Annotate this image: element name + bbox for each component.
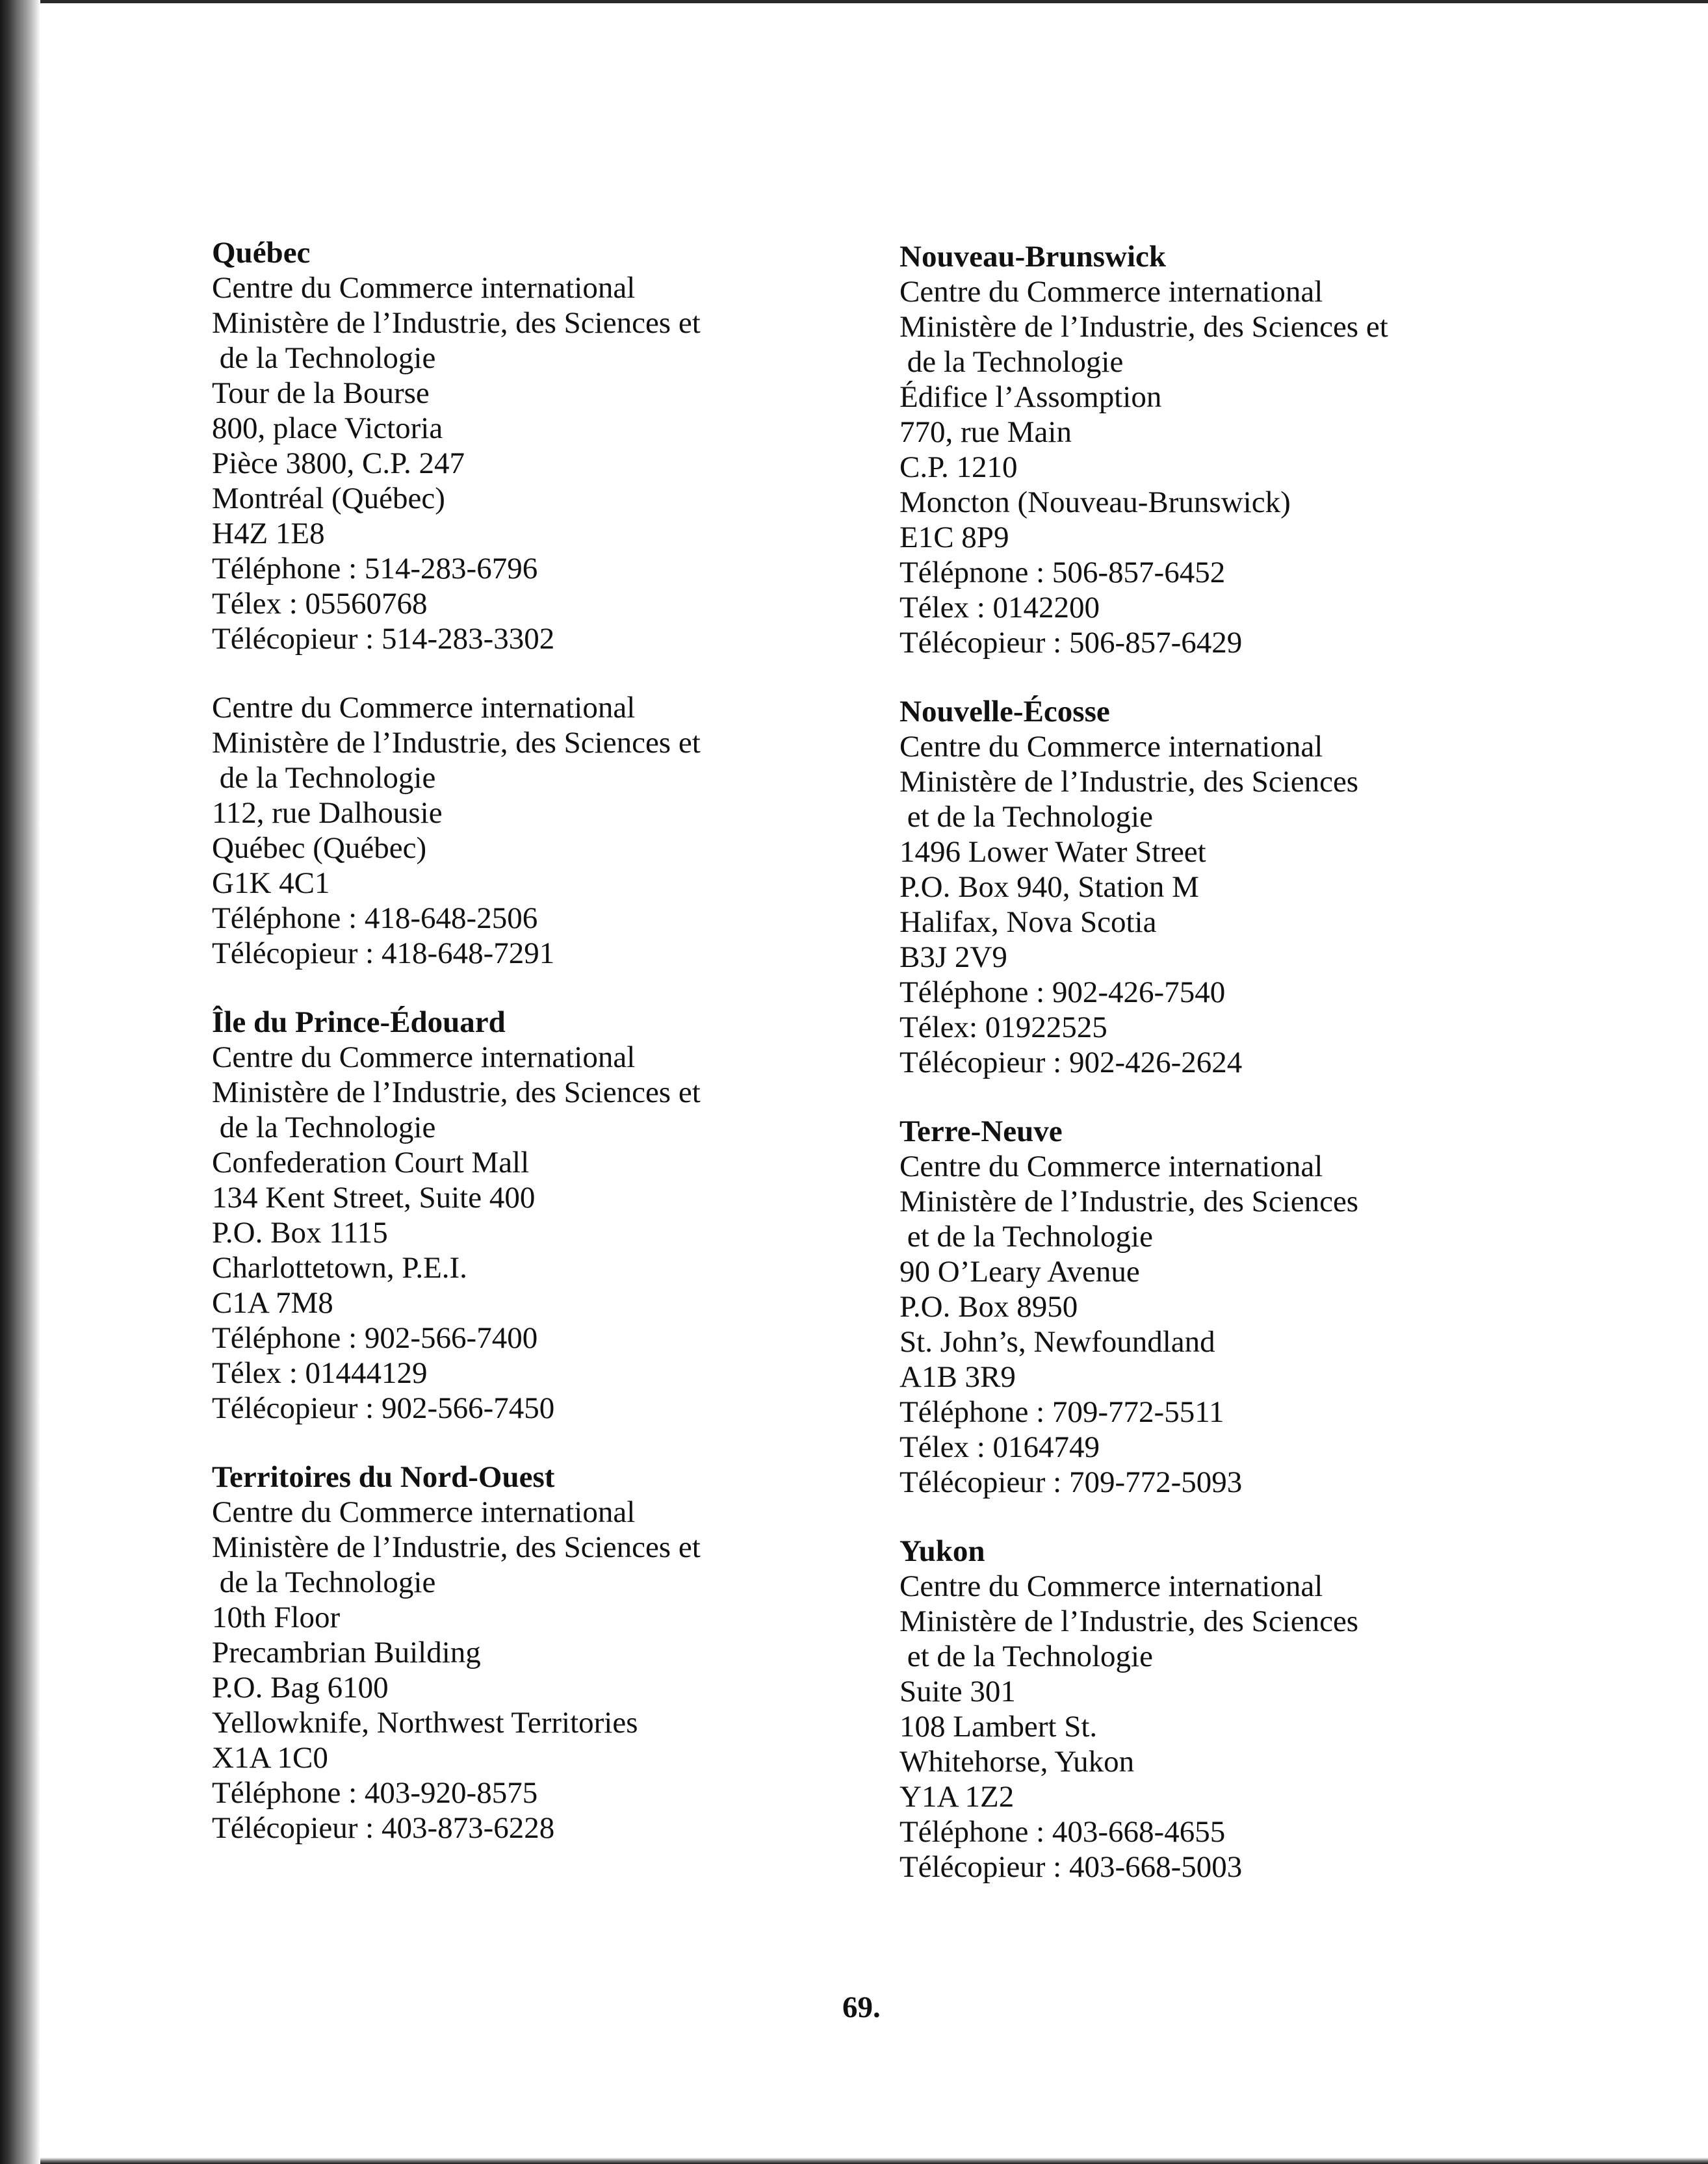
address-line: Centre du Commerce international (212, 271, 636, 305)
address-line: Télécopieur : 403-873-6228 (212, 1811, 555, 1845)
address-line: P.O. Box 1115 (212, 1216, 388, 1250)
address-line: P.O. Bag 6100 (212, 1671, 389, 1705)
address-line: de la Technologie (212, 1111, 436, 1144)
address-line: 108 Lambert St. (899, 1710, 1098, 1744)
office-heading: Territoires du Nord-Ouest (212, 1460, 555, 1494)
page-number: 69. (842, 1990, 881, 2024)
address-line: Télécopieur : 709-772-5093 (899, 1465, 1243, 1499)
address-line: Centre du Commerce international (212, 691, 636, 725)
address-line: Ministère de l’Industrie, des Sciences et (212, 306, 701, 340)
address-line: Télécopieur : 514-283-3302 (212, 622, 555, 656)
address-line: et de la Technologie (899, 800, 1153, 834)
address-line: Télépnone : 506-857-6452 (899, 556, 1226, 589)
address-line: C.P. 1210 (899, 450, 1018, 484)
address-line: P.O. Box 940, Station M (899, 870, 1199, 904)
address-line: Charlottetown, P.E.I. (212, 1251, 467, 1285)
address-line: Ministère de l’Industrie, des Sciences (899, 765, 1359, 799)
address-line: Whitehorse, Yukon (899, 1745, 1135, 1779)
right-column (899, 239, 1510, 1918)
address-line: Centre du Commerce international (899, 1150, 1323, 1183)
address-line: 90 O’Leary Avenue (899, 1255, 1140, 1289)
address-line: Centre du Commerce international (899, 730, 1323, 764)
address-line: et de la Technologie (899, 1640, 1153, 1673)
address-line: H4Z 1E8 (212, 517, 325, 550)
address-line: C1A 7M8 (212, 1286, 333, 1320)
address-line: Québec (Québec) (212, 831, 427, 865)
address-line: Centre du Commerce international (899, 275, 1323, 309)
address-line: Téléphone : 403-668-4655 (899, 1815, 1226, 1849)
office-heading: Île du Prince-Édouard (212, 1005, 506, 1039)
address-line: de la Technologie (899, 345, 1124, 379)
address-line: Ministère de l’Industrie, des Sciences et (212, 1530, 701, 1564)
office-block (899, 694, 1510, 1080)
address-line: et de la Technologie (899, 1220, 1153, 1254)
scan-page-edge-bottom (40, 2158, 1708, 2164)
office-heading: Yukon (899, 1534, 985, 1568)
address-line: Téléphone : 514-283-6796 (212, 552, 538, 586)
scan-page-edge-left (0, 0, 40, 2164)
office-heading: Nouvelle-Écosse (899, 695, 1110, 728)
address-line: Ministère de l’Industrie, des Sciences et (212, 1076, 701, 1109)
address-line: Centre du Commerce international (212, 1040, 636, 1074)
office-block (212, 1460, 823, 1846)
address-line: X1A 1C0 (212, 1741, 328, 1775)
address-line: de la Technologie (212, 341, 436, 375)
address-line: Téléphone : 418-648-2506 (212, 901, 538, 935)
address-line: Precambrian Building (212, 1636, 481, 1669)
address-line: Suite 301 (899, 1675, 1016, 1708)
address-line: Y1A 1Z2 (899, 1780, 1015, 1814)
office-block (212, 235, 823, 656)
address-line: Yellowknife, Northwest Territories (212, 1706, 638, 1740)
address-line: Moncton (Nouveau-Brunswick) (899, 485, 1291, 519)
address-line: Confederation Court Mall (212, 1146, 530, 1179)
office-block (212, 690, 823, 971)
address-line: Pièce 3800, C.P. 247 (212, 446, 465, 480)
address-line: Ministère de l’Industrie, des Sciences et (899, 310, 1388, 344)
office-heading: Nouveau-Brunswick (899, 240, 1167, 274)
address-line: Télécopieur : 418-648-7291 (212, 936, 555, 970)
address-line: Montréal (Québec) (212, 482, 445, 515)
address-line: Télex : 0164749 (899, 1430, 1100, 1464)
address-line: 112, rue Dalhousie (212, 796, 443, 830)
address-line: Halifax, Nova Scotia (899, 905, 1157, 939)
address-line: Télécopieur : 506-857-6429 (899, 626, 1243, 660)
address-line: Télex: 01922525 (899, 1011, 1107, 1044)
address-line: Tour de la Bourse (212, 376, 430, 410)
scan-page-edge-top (40, 0, 1708, 3)
address-line: Télex : 01444129 (212, 1356, 428, 1390)
address-line: P.O. Box 8950 (899, 1290, 1078, 1324)
office-heading: Québec (212, 236, 311, 270)
address-line: Télécopieur : 403-668-5003 (899, 1850, 1243, 1884)
left-column (212, 235, 823, 1879)
address-line: de la Technologie (212, 761, 436, 795)
office-block (899, 239, 1510, 660)
office-heading: Terre-Neuve (899, 1114, 1063, 1148)
address-line: Télex : 0142200 (899, 591, 1100, 625)
address-line: Ministère de l’Industrie, des Sciences et (212, 726, 701, 760)
address-line: Ministère de l’Industrie, des Sciences (899, 1604, 1359, 1638)
address-line: Centre du Commerce international (212, 1495, 636, 1529)
office-block (899, 1534, 1510, 1885)
address-line: 800, place Victoria (212, 411, 443, 445)
address-line: Centre du Commerce international (899, 1569, 1323, 1603)
address-line: Ministère de l’Industrie, des Sciences (899, 1185, 1359, 1218)
address-line: de la Technologie (212, 1565, 436, 1599)
address-line: B3J 2V9 (899, 940, 1007, 974)
address-line: 10th Floor (212, 1601, 341, 1634)
address-line: Édifice l’Assomption (899, 380, 1162, 414)
address-line: Téléphone : 902-566-7400 (212, 1321, 538, 1355)
address-line: 1496 Lower Water Street (899, 835, 1206, 869)
address-line: Télex : 05560768 (212, 587, 428, 621)
address-line: E1C 8P9 (899, 521, 1009, 554)
address-line: A1B 3R9 (899, 1360, 1016, 1394)
address-line: 770, rue Main (899, 415, 1072, 449)
address-line: G1K 4C1 (212, 866, 330, 900)
address-line: Télécopieur : 902-426-2624 (899, 1046, 1243, 1079)
address-line: St. John’s, Newfoundland (899, 1325, 1215, 1359)
address-line: Téléphone : 709-772-5511 (899, 1395, 1224, 1429)
office-block (899, 1114, 1510, 1500)
address-line: Téléphone : 902-426-7540 (899, 975, 1226, 1009)
address-line: Téléphone : 403-920-8575 (212, 1776, 538, 1810)
office-block (212, 1005, 823, 1426)
address-line: 134 Kent Street, Suite 400 (212, 1181, 536, 1215)
address-line: Télécopieur : 902-566-7450 (212, 1391, 555, 1425)
